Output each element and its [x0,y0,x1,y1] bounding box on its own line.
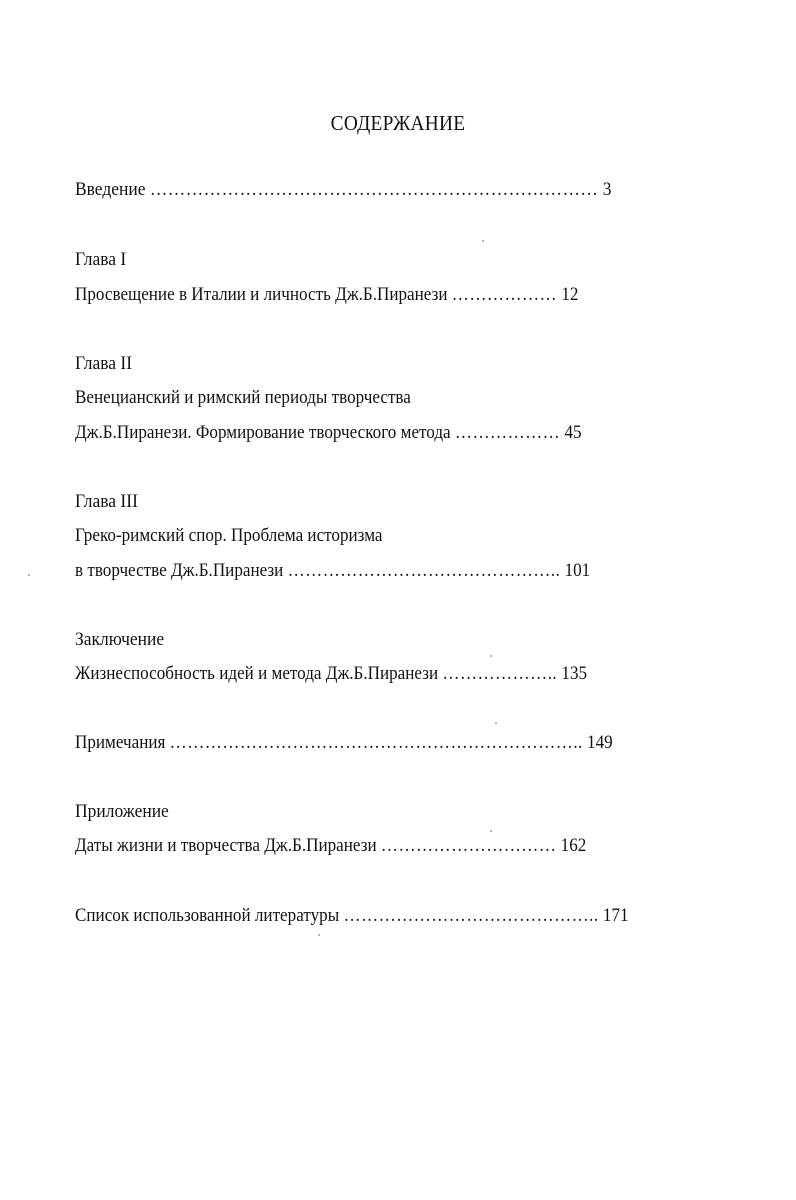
toc-entry-label: Жизнеспособность идей и метода Дж.Б.Пиранези [75,663,439,684]
chapter-heading-appendix: Приложение [75,801,169,822]
toc-leader-dots: …………………………………….. [343,905,599,926]
toc-entry-label: Примечания [75,732,166,753]
scan-speck [318,934,320,936]
toc-entry-intro[interactable] [75,178,611,202]
toc-leader-dots: ………………………………………………………………… [149,179,599,200]
toc-entry-chapter-3-line-1[interactable]: Греко-римский спор. Проблема историзма [75,525,383,546]
scan-speck [28,574,30,576]
scan-speck [490,655,492,657]
toc-entry-chapter-2[interactable] [75,421,582,445]
chapter-heading-3: Глава III [75,491,138,512]
toc-entry-label: Даты жизни и творчества Дж.Б.Пиранези [75,835,377,856]
toc-page-number: 45 [564,422,582,443]
toc-entry-notes[interactable] [75,731,613,755]
chapter-heading-conclusion: Заключение [75,629,165,650]
chapter-heading-2: Глава II [75,353,133,374]
toc-entry-label: Список использованной литературы [75,905,340,926]
toc-page-number: 12 [561,284,579,305]
toc-page-number: 135 [561,663,588,684]
toc-page-number: 149 [587,732,613,753]
toc-entry-conclusion[interactable] [75,662,587,686]
scan-speck [490,830,492,832]
toc-entry-label: Просвещение в Италии и личность Дж.Б.Пиранези [75,284,448,305]
toc-leader-dots: ………………………… [380,835,557,856]
toc-entry-label: в творчестве Дж.Б.Пиранези [75,560,284,581]
toc-page-number: 101 [564,560,591,581]
scan-speck [495,722,497,724]
toc-entry-label: Введение [75,179,146,200]
toc-entry-label: Дж.Б.Пиранези. Формирование творческого метода [75,422,451,443]
page-title: СОДЕРЖАНИЕ [330,111,466,135]
toc-page-number: 171 [602,905,629,926]
toc-page-number: 162 [560,835,587,856]
toc-leader-dots: ……………… [454,422,561,443]
toc-entry-bibliography[interactable] [75,904,629,928]
toc-leader-dots: …………………………………………………………….. [169,732,583,753]
toc-entry-chapter-1[interactable] [75,283,578,307]
scan-speck [482,240,484,242]
toc-entry-appendix[interactable] [75,834,586,858]
chapter-heading-1: Глава I [75,249,127,270]
toc-entry-chapter-3[interactable] [75,559,590,583]
toc-leader-dots: ……………….. [442,663,558,684]
toc-page-number: 3 [602,179,612,200]
toc-entry-chapter-2-line-1[interactable]: Венецианский и римский периоды творчества [75,387,411,408]
toc-leader-dots: ……………………………………….. [287,560,561,581]
toc-leader-dots: ……………… [451,284,558,305]
